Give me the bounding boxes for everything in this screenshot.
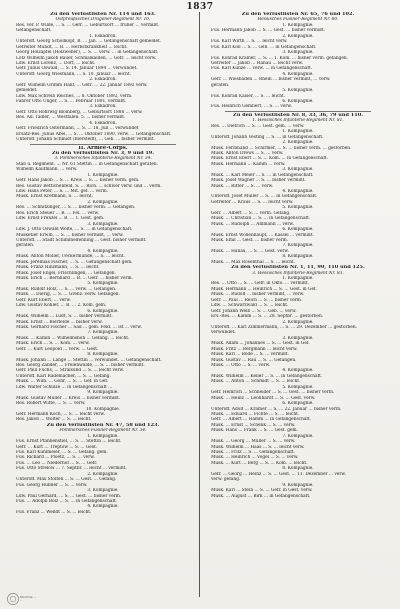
casualty-entry: Unteroff. Johann Vesting ... S. ... in Gefangenschaft.: [211, 134, 324, 140]
casualty-entry: Füs. Konrad Kaiser, ... S. ... leicht.: [211, 93, 286, 99]
casualty-entry: Musk. ... Otto ... S. ... verw.: [211, 363, 271, 368]
casualty-entry: Wilhelm Kaufmann. ... verw.: [16, 167, 78, 173]
casualty-entry: Res. Gustav Bettichenfeld, S. ... Rich. ... schwer verw. und ... verm.: [16, 183, 162, 189]
casualty-entry: Musk. Hans ... Frank ... S. ... Gest. gem.: [211, 428, 298, 434]
casualty-entry: Res. ... Otto ... S. ... Gefr. in Okto. ... vermißt.: [211, 281, 309, 287]
casualty-entry: Musk. ... Karl Meier ... S. ... in Gefangenschaft.: [211, 172, 314, 178]
casualty-entry: Musk. ... Eduard ... Fichte ... S. ... leicht.: [211, 411, 300, 417]
casualty-entry: Ldw. Ernst Lorenz, ... Dorf, ... leicht.: [16, 60, 96, 66]
casualty-entry: Musk. Ferdinand ... Schirmer, ... S. ... bisher verm. ... gestorben.: [211, 145, 352, 151]
company-heading: 3. Kompagnie.: [87, 221, 119, 227]
casualty-entry: Musk. ... Max Rosenthal ... S. ... leicht.: [211, 259, 296, 265]
page-number: 1837: [186, 2, 214, 12]
casualty-entry: Füs. Karl Wirth ... S. ... leicht verw.: [211, 39, 288, 45]
regiment-heading: Pommersches Füsilier-Regiment Nr. 34.: [59, 428, 147, 434]
column-divider: [199, 12, 200, 597]
casualty-entry: Stab u. Regiment. ... Nr. 61 Stettin ... in Gefangenschaft geraten.: [16, 161, 159, 167]
casualty-entry: Ldw. Max Schreib Reiches, ... 8. Oktober 1892, verm.: [16, 93, 133, 99]
company-heading: 10. Kompagnie.: [85, 406, 121, 412]
casualty-entry: Füs. Ernst Pfannenstiel, ... S. ... Stettin ... leicht.: [16, 439, 122, 445]
casualty-entry: Ldw. J. Otto Oswald Welte, ... S. ... in Gefangenschaft.: [16, 227, 133, 233]
company-heading: 2. Kompagnie.: [87, 471, 119, 477]
casualty-entry: Res. Ad. Tadler, ... Westfalen. 5. ... bisher vermißt.: [16, 115, 126, 121]
casualty-entry: Res. Georg Zander, ... Freienwalde, ... S. ... bisher vermißt.: [16, 363, 145, 368]
casualty-entry: Musk. Anton Drews ... S. ... verw.: [211, 150, 284, 156]
casualty-entry: Gefreiter ... Jakob ... Hanau ... leicht verw.: [211, 60, 304, 66]
casualty-entry: Füs. Konrad Krämer, ... S. ... 1. Kom. ... bisher verm. gefangen.: [211, 55, 349, 61]
list-heading: Zu den Verlustlisten Nr. 3, 9 und 19.: [51, 150, 155, 156]
casualty-entry: Res. ver. P. Wilde, ... S. ... Gefr. ... Geburtsort ... früher ... vermißt.: [16, 22, 160, 28]
casualty-entry: Füs. Otto Strelow ... 7. Septbr. ... leicht ... vermißt.: [16, 466, 127, 472]
casualty-entry: Musk. Anton Möller, Ueckermünde, ... S. ... leicht.: [16, 254, 126, 260]
casualty-entry: Musk. ... Heinrich ... Vogel ... S. ... verw.: [211, 455, 299, 461]
casualty-entry: Gefreiter Mundt, ... B. ... Herbstkrankheit ... leicht.: [16, 44, 128, 50]
section-rule: [30, 144, 176, 145]
casualty-entry: Musk. Gustav ... Rau ... S. ... Gefangen.: [211, 357, 297, 363]
casualty-entry: Ldw. ... Schwarzwald ... S. ... leicht.: [211, 303, 289, 309]
casualty-entry: geraten.: [16, 243, 35, 249]
casualty-entry: Gefr. ... Kurt ... Treptow ... S. ... Gest.: [16, 444, 98, 450]
company-heading: 2. Kompagnie.: [282, 319, 314, 325]
casualty-entry: Gefr. ... Kurt Leopold ... verw. ... Gest.: [16, 346, 99, 352]
casualty-entry: Musk. Erich ... S. ... Kom. ... verw.: [16, 341, 90, 347]
company-heading: 7. Kompagnie.: [282, 243, 314, 249]
casualty-entry: Füs. ... Leo ... Niederhof ... S. ... Gefr.: [16, 460, 98, 466]
company-heading: 6. Kompagnie.: [87, 308, 119, 314]
casualty-entry: Res. Robert Witte, ... S. ... verw.: [16, 401, 86, 407]
casualty-entry: Musk. Erich ... Bernhard ... B. ... Gefr. ... bisher verm.: [16, 276, 133, 281]
casualty-entry: Ldw. Ernst Frenzel ... B. ... 1. Gest. gem.: [16, 216, 105, 222]
company-heading: 2. Eskadron.: [89, 77, 117, 83]
company-heading: 5. Kompagnie.: [87, 281, 119, 287]
casualty-entry: Musk. Wilhelm ... Keller ... S. ... in Gefangenschaft.: [211, 373, 323, 379]
company-heading: 3. Kompagnie.: [282, 335, 314, 341]
casualty-entry: Musk. Hermann ... Heinrich ... S. ... Gest. in Gef.: [211, 286, 317, 292]
company-heading: 1. Kompagnie.: [282, 276, 314, 281]
regiment-heading: 3. Hessisches Infanterie-Regiment Nr. 83.: [252, 270, 344, 276]
casualty-entry: Fahrer Otto Unger, ... S. ... Februar 1891, vermißt.: [16, 99, 127, 104]
casualty-entry: Musk. Ernst Kretmann, S. ... leicht.: [16, 194, 93, 200]
casualty-entry: Ldw. Gustav Köhler, ... B. ... 2. Kom. gem.: [16, 303, 107, 309]
casualty-entry: Musk. Rudolf Holz, ... S. ... verw. ... Gefangen.: [16, 286, 117, 292]
casualty-entry: Musk. Franz Hinzmann, ... S. ... leicht.: [16, 265, 100, 271]
casualty-entry: Gefr. Hans Jakob ... S. ... Kreis ... S. ... bisher verm. gem.: [16, 178, 140, 184]
casualty-entry: Musk. Ernst ... Bierfelde ... bisher verw.: [16, 319, 103, 325]
casualty-entry: Musk. ... Rudolf ... bisher vermißt, ... verw.: [211, 292, 305, 298]
casualty-entry: Musk. ... Georg ... Müller ... S. ... verw.: [211, 439, 296, 445]
casualty-entry: Unteroff. Georg Schöllkopf, B. ... Jan. ... Gefangenschaft gemeldet.: [16, 39, 162, 45]
company-heading: 4. Kompagnie.: [282, 189, 314, 194]
casualty-entry: Gefr. Hermann Koch, ... S. ... leicht verw.: [16, 411, 105, 417]
casualty-entry: Musk. Hermann ... Kamm ... verw.: [211, 161, 286, 167]
casualty-entry: Res. Erich Steuer ... B. ... Fel. ... verw.: [16, 210, 99, 216]
casualty-entry: Gefr. Heinrich ... Schneider ... S. ... Gest. ... bisher verm.: [211, 390, 335, 396]
casualty-entry: Res. ... Dietrich ... S. ... Gest. gem. ... verw.: [211, 123, 305, 129]
company-heading: 1. Kompagnie.: [282, 22, 314, 28]
casualty-entry: Musk. Karl ... Bode ... S. ... vermißt.: [211, 352, 290, 358]
company-heading: 9. Kompagnie.: [282, 482, 314, 488]
casualty-entry: Ldw. Paul Gerhard, ... S. ... Gest. ... bisher verm.: [16, 493, 122, 499]
regiment-heading: 1. Hessisches Infanterie-Regiment Nr. 81.: [252, 118, 344, 124]
company-heading: 2. Kompagnie.: [282, 33, 314, 39]
casualty-entry: Gefr. ... Georg ... Heinz ... S. ... Gest. ... 11. Dezember ... verw.: [211, 471, 346, 477]
casualty-entry: Musk. ... Rudolph ... Ammann ... verw.: [211, 221, 294, 227]
company-heading: 6. Kompagnie.: [282, 227, 314, 233]
casualty-entry: Gefr. Friedrich Ostermann, ... S. ... 18. Juli ... verwundet: [16, 126, 139, 132]
casualty-entry: Musk. Ernst Ebert ... S. ... Kom. ... in Gefangenschaft.: [211, 156, 329, 162]
casualty-entry: Füs. Georg Hübner ... S. ... verw.: [16, 482, 88, 488]
company-heading: 8. Kompagnie.: [87, 352, 119, 358]
casualty-entry: Musk. ... Anton ... Schmidt ... S. ... leicht.: [211, 379, 301, 385]
casualty-entry: Ersatz-Res. Julius Abel, ... S. ... Oktober 1890, verw. ... Gefangenschaft.: [16, 131, 172, 137]
casualty-entry: Gefangenschaft.: [16, 28, 52, 34]
company-heading: 5. Kompagnie.: [282, 205, 314, 211]
casualty-entry: Musk. Johann ... Lange ... Stettin ... verwundet. ... Gefangenschaft.: [16, 357, 162, 363]
company-heading: 6. Kompagnie.: [282, 99, 314, 104]
company-heading: 2. Kompagnie.: [282, 140, 314, 146]
casualty-entry: Unteroff. Karl Rademacher, ... S. ... Gefang.: [16, 373, 111, 379]
casualty-entry: verw. gefang.: [211, 477, 241, 483]
company-heading: 4. Kompagnie.: [282, 368, 314, 374]
casualty-entry: Musk. ... Heinz ... Leonhardt ... S. ... Gest. verw.: [211, 395, 316, 401]
casualty-entry: Gefr. Otto Röhrwig Blomberg, ... Geburtsort 1888 ... verw.: [16, 109, 143, 115]
casualty-entry: gemeldet.: [16, 88, 38, 94]
casualty-entry: Musk. Karl ... Stein ... S. ... Gefr. in Gest. verw.: [211, 488, 313, 494]
company-heading: 1. Kompagnie.: [87, 433, 119, 439]
casualty-entry: Gefreiter ... Kraus ... S. ... leicht verw.: [211, 199, 294, 205]
casualty-entry: Lotz Wilhelm Jakob Bauer, Schmalkalden, ... Gefr. ... leicht verw.: [16, 55, 157, 61]
casualty-entry: Füs. Karl Koll ... S. ... Geb. ... in Gefangenschaft.: [211, 44, 317, 50]
left-column: [10, 12, 196, 515]
casualty-entry: Ers.-Res. ... Kamm ... S. ... 28. Septbr. ... gestorben.: [211, 314, 324, 320]
casualty-entry: Gefr. ... Wiesbaden ... Rhein ... bisher vermißt, ... verw.: [211, 77, 331, 83]
company-heading: 1. Kompagnie.: [87, 172, 119, 178]
company-heading: 3. Kompagnie.: [87, 488, 119, 494]
regiment-heading: Hessisches Füsilier-Regiment Nr. 80.: [257, 17, 339, 23]
casualty-entry: Musk. ... Wilh. ... Gohr, ... S. ... Gef. in Gef.: [16, 379, 109, 385]
casualty-entry: Res. Jakob ... Wolter ... S. ... leicht.: [16, 417, 92, 423]
casualty-entry: Füs. Heinrich Gembert, ... S. ... verw.: [211, 104, 292, 110]
casualty-entry: Gefr. Kurt Ebert, ... verw.: [16, 297, 71, 303]
company-heading: 5. Kompagnie.: [282, 88, 314, 94]
casualty-entry: Musk. ... Ritter ... S. ... verw.: [211, 183, 274, 189]
company-heading: 3. Eskadron.: [89, 104, 117, 110]
casualty-entry: Gefr. Paul Fuchs, ... Stralsund ... S. ... leicht verw.: [16, 368, 125, 374]
casualty-entry: Gefr. Julius Oswald, ... S. 14. Januar 1894 ... verwundet.: [16, 66, 138, 72]
casualty-entry: Unteroff. Josef Müller ... S. ... in Gefangenschaft.: [211, 194, 318, 200]
company-heading: 7. Kompagnie.: [87, 330, 119, 336]
casualty-entry: Gefr. ... Albert ... S. ... verm. Gefang.: [211, 210, 291, 216]
casualty-entry: Musketier Erwin, ... S. ... bisher vermißt, ... verw.: [16, 232, 124, 238]
casualty-entry: Musk. Jeremias Fischer, ... S. ... Gefangenschaft gem.: [16, 259, 133, 265]
casualty-entry: Musk. Gerhard Fischer ... Sad ... gem. Feld. ... ist ... verw.: [16, 324, 142, 330]
casualty-entry: Musk. ... Fritz ... S. ... Gefangenschaft.: [211, 450, 295, 455]
company-heading: 1. Kompagnie.: [282, 129, 314, 135]
company-heading: 3. Kompagnie.: [282, 167, 314, 173]
casualty-entry: Gefr. ... Albert ... Hamm ... in Gefangenschaft.: [211, 417, 312, 423]
library-stamp-text: [20, 596, 36, 602]
casualty-entry: Unteroff. Max Stolten ... S. ... Gest. ... Gefang.: [16, 477, 117, 483]
company-heading: 1. Eskadron.: [89, 33, 117, 39]
casualty-entry: verwundet.: [211, 330, 236, 336]
casualty-entry: Musk. Wilhelm ... Lüdt, S. ... bisher vermißt.: [16, 314, 113, 320]
list-heading: Zu den Verlustlisten Nr. 8, 33, 36, 79 und 110.: [233, 112, 363, 118]
casualty-entry: Unteroff. Adolf ... Kramer ... S. ... 22. Januar ... bisher verm.: [211, 406, 342, 412]
company-heading: 8. Kompagnie.: [282, 254, 314, 260]
stamp-text-line-1: Bibliothek ...: [20, 596, 37, 599]
casualty-entry: Musk. Ernst Wollenhaupt, ... Kassel ... vermißt.: [211, 232, 314, 238]
casualty-entry: Füs. Hermann Jakob ... S. ... Gest. ... bisher vermißt.: [211, 28, 326, 34]
casualty-entry: Ldw. Hans Peter, ... S. ... Mit. gef. ... verm.: [16, 189, 109, 194]
casualty-entry: Musk. ... Dierig, ... S. ... Grenz. verw. Gefangen.: [16, 292, 120, 298]
casualty-entry: Musk. ... Christian ... S. ... in Gefangenschaft.: [211, 216, 311, 222]
company-heading: 4. Kompagnie.: [87, 504, 119, 510]
casualty-entry: geraten.: [211, 82, 230, 88]
list-heading: Zu den Verlustlisten Nr. 65, 76 und 102.: [241, 12, 355, 17]
list-heading: Zu den Verlustlisten Nr. 1, 11, 90, 110 und 125.: [231, 265, 365, 271]
company-heading: 7. Kompagnie.: [282, 433, 314, 439]
company-heading: 4. Kompagnie.: [87, 248, 119, 254]
casualty-entry: Musk. Josef Wagner ... S. ... bisher vermißt.: [211, 178, 306, 184]
casualty-entry: Unteroff. ... Karl Zimmermann, ... S. ... 29. Dezember ... gestorben.: [211, 324, 357, 330]
casualty-entry: Musk. Adam ... Johannes ... S. ... Gest. in Gef.: [211, 341, 310, 347]
casualty-entry: Musk. Wilhelm ... Haas ... S. ... leicht verw.: [211, 444, 305, 450]
casualty-entry: Füs. ... Adolph Bolz ... S. ... in Gefangenschaft.: [16, 498, 118, 504]
casualty-entry: Musk. ... Kamin ... Wilhelmshoh ... Gefang. ... leicht.: [16, 335, 130, 341]
company-heading: 4. Kompagnie.: [282, 71, 314, 77]
company-heading: 2. Kompagnie.: [87, 199, 119, 205]
casualty-entry: Gefr. ... Paul ... Reich ... S. ... bisher verm.: [211, 297, 303, 303]
stamp-text-line-2: ...: [20, 599, 23, 603]
casualty-entry: Georg Holzapfel (Holzweber), ... S. ... verw. ... in Gefangenschaft.: [16, 50, 159, 56]
casualty-entry: Musk. ... Ernst ... Schenk ... S. ... verw.: [211, 422, 296, 428]
right-column: [205, 12, 391, 499]
corps-heading: II. Armee-Corps.: [78, 145, 128, 151]
casualty-entry: Füs. Richard ... Ploetz, ... S. ... verw.: [16, 455, 95, 461]
casualty-entry: Musk. ... Kurt ... Berg ... S. ... Kom. ... leicht.: [211, 460, 308, 466]
casualty-entry: Res. ... Schnitzinger, ... S. ... bisher verm. ... Gefangen.: [16, 205, 136, 211]
casualty-entry: Unteroff. Johann Schmidt (Bierstedt), ... Geb. ... bisher vermißt.: [16, 137, 155, 143]
company-heading: 8. Kompagnie.: [282, 466, 314, 472]
casualty-entry: Gefr. Wilhelm Grimm Hanf, ... Gefr. ... 22. Januar 1892 verw.: [16, 82, 148, 88]
casualty-entry: Füs. Karl Kuhlmeier, ... S. ... Gefang. gem.: [16, 450, 108, 455]
company-heading: 9. Kompagnie.: [87, 390, 119, 396]
regiment-heading: 3. Pommersches Infanterie-Regiment Nr. 34.: [54, 156, 152, 162]
company-heading: 3. Kompagnie.: [282, 50, 314, 56]
casualty-entry: Füs. Karl Kunze ... verw. ... in Gefangenschaft.: [211, 66, 313, 72]
company-heading: 5. Kompagnie.: [282, 384, 314, 390]
casualty-entry: Musk. Josef Engel, Frischlingen, ... Gefangen.: [16, 270, 116, 276]
list-heading: Zu den Verlustlisten Nr. 47, 58 und 123.: [46, 422, 160, 428]
company-heading: 4. Eskadron.: [89, 120, 117, 126]
list-heading: Zu den Verlustlisten Nr. 114 und 163.: [50, 12, 156, 17]
casualty-entry: Musk. Emil ... Gest. ... bisher verm.: [211, 237, 289, 243]
casualty-entry: Ldw. Walter Schulze ... in Gefangenschaft ...: [16, 384, 113, 390]
casualty-entry: Musk. ... August ... Birk ... in Gefangenschaft.: [211, 493, 311, 499]
regiment-heading: Ostpreußisches Dragoner-Regiment Nr. 10.: [55, 17, 151, 23]
casualty-entry: Musk. Fritz ... Bergmann ... leicht verw.: [211, 346, 298, 352]
section-rule: [225, 111, 371, 112]
casualty-entry: Gefr. Johann Weiß ... S. ... Geb. ... verw.: [211, 308, 297, 314]
casualty-entry: Unteroff. ... Stadt Schimmelfenning ... Gest. bisher vermißt.: [16, 237, 147, 243]
casualty-entry: Unteroff. Georg Wiesmann, ... S. 10. Januar ... leicht.: [16, 71, 132, 77]
casualty-entry: Füs. Franz ... Wendt ... S. ... leicht.: [16, 509, 92, 515]
casualty-entry: Musk. ... Hanau, ... S. ... Gest. verw.: [211, 248, 289, 254]
company-heading: 6. Kompagnie.: [282, 401, 314, 407]
casualty-entry: Musk. Gustav Müller ... Kreis ... bisher vermißt.: [16, 395, 121, 401]
